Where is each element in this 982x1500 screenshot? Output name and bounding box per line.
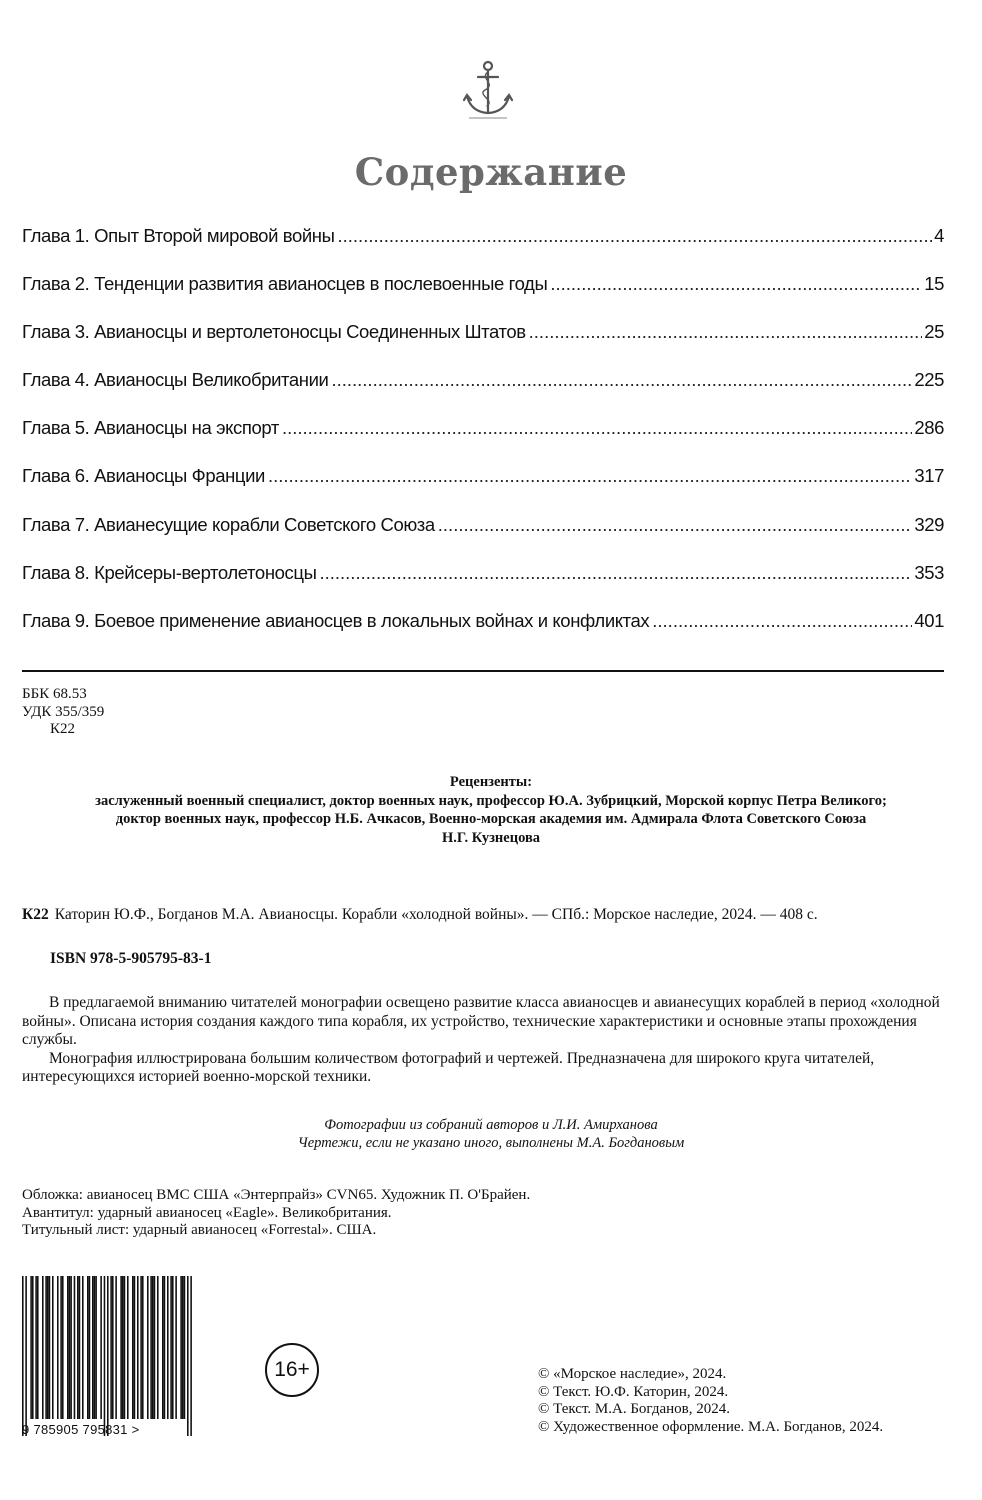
barcode-bar <box>162 1276 164 1419</box>
barcode-bar <box>142 1276 144 1419</box>
barcode-bar <box>180 1276 182 1419</box>
barcode-bar <box>110 1276 112 1419</box>
toc-entry-title: Глава 7. Авианесущие корабли Советского Союза <box>22 513 435 535</box>
barcode-bar <box>107 1276 109 1436</box>
barcode-bar <box>152 1276 154 1419</box>
barcode-bar <box>77 1276 79 1419</box>
reviewer-line: заслуженный военный специалист, доктор военных наук, профессор Ю.А. Зубрицкий, Морской корпус Петра Великого; <box>95 792 887 809</box>
cover-note: Титульный лист: ударный авианосец «Forrestal». США. <box>22 1222 377 1238</box>
toc-entry-page: 401 <box>914 609 944 631</box>
barcode-digits: 9 785905 795831 > <box>22 1422 140 1437</box>
barcode-bar <box>184 1276 186 1419</box>
toc-leader-dots <box>438 514 913 536</box>
barcode-bar <box>182 1276 184 1419</box>
toc-entry-page: 286 <box>914 417 944 439</box>
barcode-bar <box>95 1276 97 1419</box>
table-of-contents <box>22 225 944 658</box>
barcode-bar <box>45 1276 47 1419</box>
reviewer-line: Н.Г. Кузнецова <box>441 829 541 846</box>
barcode-bar <box>187 1276 189 1436</box>
barcode-icon <box>22 1276 192 1442</box>
barcode-bar <box>122 1276 124 1419</box>
toc-leader-dots <box>268 465 912 487</box>
barcode-bar <box>112 1276 114 1419</box>
barcode-bar <box>30 1276 32 1419</box>
barcode-bar <box>67 1276 69 1419</box>
bibliographic-record <box>22 906 952 924</box>
barcode-bar <box>154 1276 156 1419</box>
toc-entry-title: Глава 5. Авианосцы на экспорт <box>22 417 279 439</box>
reviewer-line: доктор военных наук, профессор Н.Б. Ачкасов, Военно-морская академия им. Адмирала Флота Советского Союза <box>115 811 867 827</box>
barcode-bar <box>37 1276 39 1419</box>
barcode-bar <box>74 1276 76 1419</box>
annotation-paragraph: В предлагаемой вниманию читателей монографии освещено развитие класса авианосцев и авианесущих кораблей в период «холодной войны». Описана история создания каждого типа корабля, их устройство, технические характеристики и основные этапы прохождения службы. <box>22 994 940 1048</box>
annotation <box>22 994 946 1087</box>
barcode-bar <box>94 1276 96 1419</box>
barcode-bar <box>150 1276 152 1419</box>
toc-entry-title: Глава 2. Тенденции развития авианосцев в послевоенные годы <box>22 273 548 295</box>
barcode-bar <box>32 1276 34 1419</box>
reviewers <box>0 773 982 847</box>
barcode-bar <box>87 1276 89 1419</box>
barcode-bar <box>157 1276 159 1419</box>
toc-entry-title: Глава 6. Авианосцы Франции <box>22 465 265 487</box>
toc-entry-page: 25 <box>924 321 944 343</box>
copyright-line: © Текст. Ю.Ф. Каторин, 2024. <box>538 1383 729 1400</box>
barcode-bar <box>190 1276 192 1436</box>
cover-note: Обложка: авианосец ВМС США «Энтерпрайз» CVN65. Художник П. О'Брайен. <box>22 1187 531 1203</box>
barcode-bar <box>175 1276 177 1419</box>
barcode-bar <box>140 1276 142 1419</box>
barcode-bar <box>52 1276 54 1419</box>
image-credits <box>0 1116 982 1152</box>
barcode-bar <box>167 1276 169 1419</box>
barcode-bar <box>89 1276 91 1419</box>
cover-note: Авантитул: ударный авианосец «Eagle». Великобритания. <box>22 1204 392 1221</box>
toc-entry-title: Глава 4. Авианосцы Великобритании <box>22 369 329 391</box>
toc-entry <box>22 273 944 321</box>
toc-leader-dots <box>529 321 923 343</box>
barcode-bar <box>79 1276 81 1419</box>
toc-leader-dots <box>652 610 912 632</box>
barcode-bar <box>134 1276 136 1419</box>
barcode-bar <box>172 1276 174 1419</box>
udk-code: УДК 355/359 <box>22 703 105 720</box>
barcode-bar <box>82 1276 84 1419</box>
barcode-bar <box>147 1276 149 1419</box>
cover-notes <box>22 1187 530 1240</box>
copyright-line: © Текст. М.А. Богданов, 2024. <box>538 1401 730 1417</box>
toc-leader-dots <box>550 273 922 295</box>
toc-entry <box>22 514 944 562</box>
barcode-bar <box>127 1276 129 1419</box>
reviewers-heading: Рецензенты: <box>449 774 533 790</box>
barcode-bar <box>42 1276 44 1419</box>
barcode-bar <box>60 1276 62 1419</box>
barcode-bar <box>170 1276 172 1419</box>
toc-entry-title: Глава 3. Авианосцы и вертолетоносцы Соединенных Штатов <box>22 321 526 343</box>
toc-entry <box>22 369 944 417</box>
barcode-bar <box>132 1276 134 1419</box>
toc-entry <box>22 610 944 658</box>
barcode-bar <box>69 1276 71 1419</box>
copyright-line: © Художественное оформление. М.А. Богданов, 2024. <box>538 1418 884 1435</box>
toc-leader-dots <box>319 562 912 584</box>
toc-leader-dots <box>331 369 912 391</box>
toc-entry <box>22 321 944 369</box>
toc-entry-title: Глава 8. Крейсеры-вертолетоносцы <box>22 561 317 583</box>
toc-entry-page: 4 <box>934 225 944 246</box>
barcode-bar <box>124 1276 126 1419</box>
copyright-line: © «Морское наследие», 2024. <box>538 1366 727 1382</box>
barcode-bar <box>62 1276 64 1419</box>
classification-codes <box>22 686 104 739</box>
toc-entry <box>22 225 944 273</box>
toc-leader-dots <box>338 225 933 247</box>
barcode-bar <box>22 1276 24 1436</box>
barcode-bar <box>100 1276 102 1419</box>
toc-leader-dots <box>282 417 912 439</box>
toc-entry-page: 317 <box>914 465 944 487</box>
barcode-bar <box>25 1276 27 1436</box>
toc-entry-page: 15 <box>924 273 944 295</box>
barcode-bar <box>115 1276 117 1419</box>
age-rating-badge: 16+ <box>265 1343 319 1397</box>
barcode-bar <box>120 1276 122 1419</box>
toc-entry <box>22 417 944 465</box>
annotation-paragraph: Монография иллюстрирована большим количеством фотографий и чертежей. Предназначена для широкого круга читателей, интересующихся историей военно-морской техники. <box>22 1049 875 1085</box>
drawing-credit: Чертежи, если не указано иного, выполнены М.А. Богдановым <box>297 1135 685 1151</box>
barcode-bar <box>35 1276 37 1419</box>
barcode-bar <box>70 1276 72 1419</box>
anchor-icon <box>461 60 515 120</box>
toc-entry-page: 329 <box>914 513 944 535</box>
toc-entry-page: 353 <box>914 561 944 583</box>
barcode-bar <box>57 1276 59 1419</box>
biblio-text: Каторин Ю.Ф., Богданов М.А. Авианосцы. Корабли «холодной войны». — СПб.: Морское наследие, 2024. — 408 с. <box>54 906 818 923</box>
barcode-bar <box>49 1276 51 1419</box>
isbn: ISBN 978-5-905795-83-1 <box>50 950 212 967</box>
photo-credit: Фотографии из собраний авторов и Л.И. Амирханова <box>324 1117 658 1133</box>
barcode-bar <box>104 1276 106 1436</box>
barcode-bar <box>92 1276 94 1419</box>
barcode-bar <box>164 1276 166 1419</box>
biblio-code: К22 <box>22 906 49 923</box>
barcode-bar <box>47 1276 49 1419</box>
page-title: Содержание <box>354 150 628 194</box>
toc-entry <box>22 562 944 610</box>
toc-entry <box>22 465 944 513</box>
toc-entry-page: 225 <box>914 369 944 391</box>
toc-entry-title: Глава 1. Опыт Второй мировой войны <box>22 225 335 246</box>
copyright-block <box>538 1366 883 1436</box>
divider <box>22 670 944 672</box>
toc-entry-title: Глава 9. Боевое применение авианосцев в локальных войнах и конфликтах <box>22 609 650 631</box>
author-mark: К22 <box>50 721 76 737</box>
barcode-bar <box>137 1276 139 1419</box>
bbk-code: ББК 68.53 <box>22 686 87 702</box>
